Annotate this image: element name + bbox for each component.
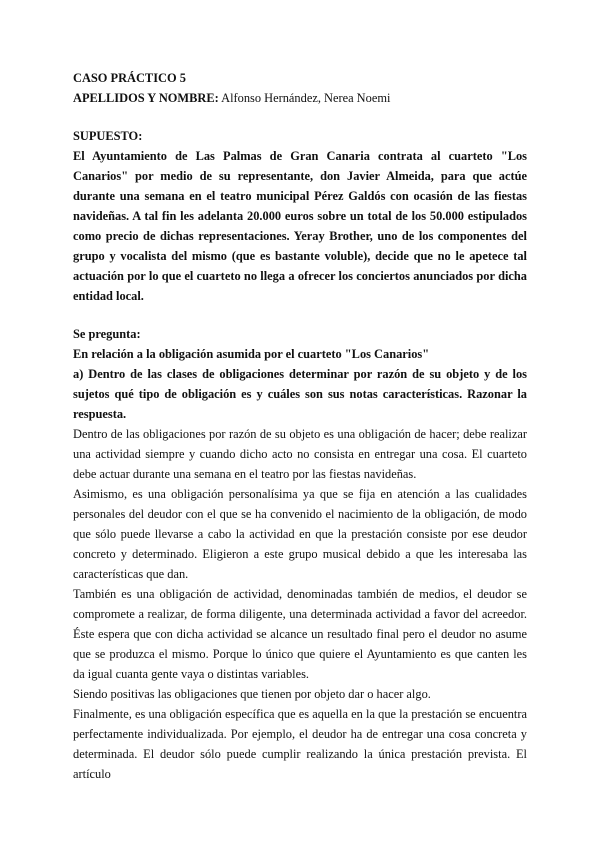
document-content (73, 68, 527, 784)
spacer (73, 306, 527, 324)
spacer (73, 108, 527, 126)
answer-paragraph-2: Asimismo, es una obligación personalísima ya que se fija en atención a las cualidades personales del deudor con el que se ha convenido el nacimiento de la obligación, de modo que sólo puede llevarse a cabo la actividad en que la prestación consiste por ese deudor concreto y determinado. Eligieron a este grupo musical debido a que les interesaba las características que dan. (73, 487, 527, 581)
answer-paragraph-1: Dentro de las obligaciones por razón de su objeto es una obligación de hacer; debe realizar una actividad siempre y cuando dicho acto no consista en entregar una cosa. El cuarteto debe actuar durante una semana en el teatro por las fiestas navideñas. (73, 427, 527, 481)
supuesto-heading: SUPUESTO: (73, 129, 143, 143)
answer-paragraph-3: También es una obligación de actividad, denominadas también de medios, el deudor se compromete a realizar, de forma diligente, una determinada actividad a favor del acreedor. Éste espera que con dicha actividad se alcance un resultado final pero el deudor no asume que se produzca el mismo. Porque lo único que quiere el Ayuntamiento es que canten les da igual cuanta gente vaya o distintas variables. (73, 587, 527, 681)
answer-paragraph-4: Siendo positivas las obligaciones que tienen por objeto dar o hacer algo. (73, 687, 431, 701)
question-intro: En relación a la obligación asumida por el cuarteto "Los Canarios" (73, 347, 430, 361)
names-line (73, 88, 527, 108)
supuesto-text: El Ayuntamiento de Las Palmas de Gran Canaria contrata al cuarteto "Los Canarios" por medio de su representante, don Javier Almeida, para que actúe durante una semana en el teatro municipal Pérez Galdós con ocasión de las fiestas navideñas. A tal fin les adelanta 20.000 euros sobre un total de los 50.000 estipulados como precio de dichas representaciones. Yeray Brother, uno de los componentes del grupo y vocalista del mismo (que es bastante voluble), decide que no le apetece tal actuación por lo que el cuarteto no llega a ofrecer los conciertos anunciados por dicha entidad local. (73, 149, 527, 303)
case-title: CASO PRÁCTICO 5 (73, 71, 186, 85)
names-label: APELLIDOS Y NOMBRE: (73, 91, 219, 105)
names-value: Alfonso Hernández, Nerea Noemi (221, 91, 391, 105)
question-a: a) Dentro de las clases de obligaciones determinar por razón de su objeto y de los sujetos qué tipo de obligación es y cuáles son sus notas características. Razonar la respuesta. (73, 367, 527, 421)
question-heading: Se pregunta: (73, 327, 141, 341)
answer-paragraph-5: Finalmente, es una obligación específica que es aquella en la que la prestación se encuentra perfectamente individualizada. Por ejemplo, el deudor ha de entregar una cosa concreta y determinada. El deudor sólo puede cumplir realizando la única prestación prevista. El artículo (73, 707, 527, 781)
